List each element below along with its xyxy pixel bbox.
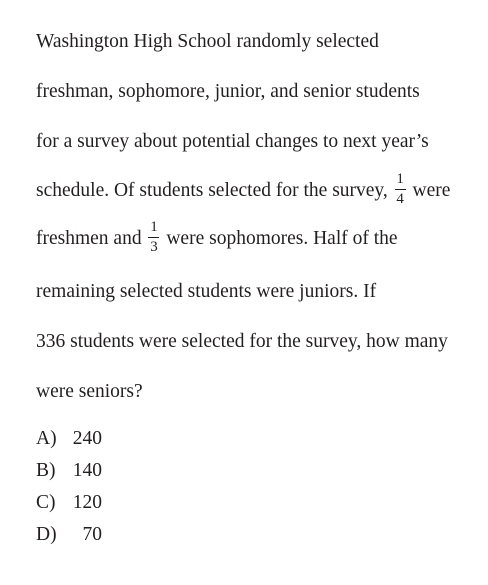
choice-letter: C) (36, 492, 56, 513)
question-line-5 (36, 219, 398, 257)
question-line-8: were seniors? (36, 381, 143, 402)
choice-value: 240 (72, 428, 102, 449)
fraction-one-third (148, 220, 159, 255)
question-line-5-end: were sophomores. Half of the (166, 227, 398, 249)
fraction-denominator: 4 (396, 191, 404, 207)
question-line-5-text: freshmen and (36, 227, 142, 249)
fraction-numerator: 1 (396, 171, 404, 187)
fraction-one-fourth (395, 172, 406, 207)
choice-letter: B) (36, 460, 56, 481)
choice-b[interactable] (36, 461, 102, 481)
question-line-4-text: schedule. Of students selected for the survey, (36, 179, 388, 201)
choice-value: 140 (72, 460, 102, 481)
choice-letter: A) (36, 428, 57, 449)
choice-d[interactable] (36, 525, 102, 545)
question-line-1: Washington High School randomly selected (36, 31, 379, 52)
question-line-4-end: were (412, 179, 451, 201)
choice-value: 70 (82, 524, 102, 545)
fraction-denominator: 3 (150, 239, 158, 255)
choice-letter: D) (36, 524, 57, 545)
fraction-bar (395, 189, 406, 190)
choice-a[interactable] (36, 429, 102, 449)
question-line-4 (36, 171, 451, 209)
question-line-3: for a survey about potential changes to next year’s (36, 131, 429, 152)
fraction-numerator: 1 (150, 219, 158, 235)
choice-c[interactable] (36, 493, 102, 513)
question-line-7: 336 students were selected for the survey, how many (36, 331, 448, 352)
question-line-2: freshman, sophomore, junior, and senior students (36, 81, 420, 102)
fraction-bar (148, 237, 159, 238)
question-line-6: remaining selected students were juniors. If (36, 281, 377, 302)
choice-value: 120 (72, 492, 102, 513)
